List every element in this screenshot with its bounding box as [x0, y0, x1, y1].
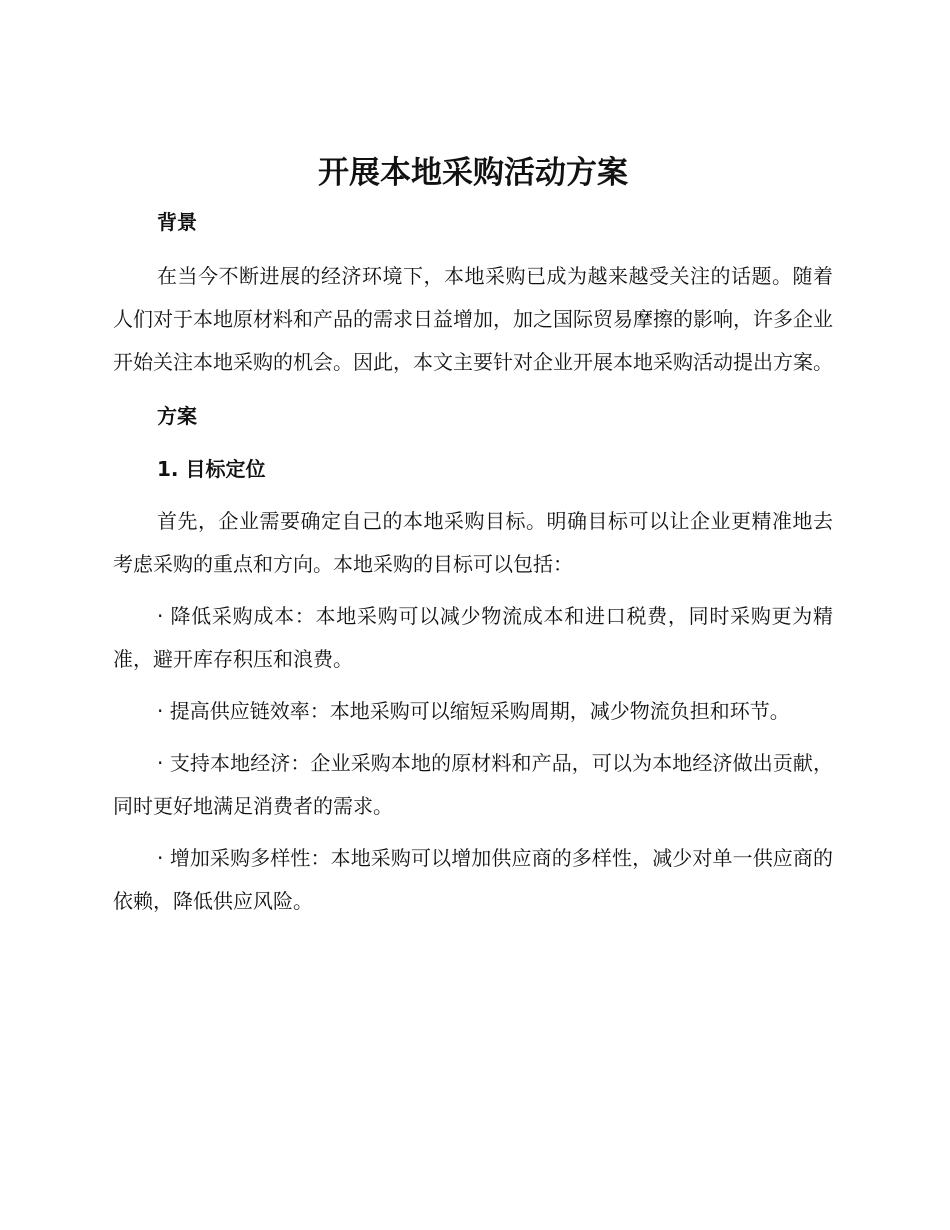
goal-paragraph: 首先，企业需要确定自己的本地采购目标。明确目标可以让企业更精准地去考虑采购的重点和方向。本地采购的目标可以包括： [113, 509, 833, 576]
document-body [113, 148, 833, 923]
bullet-item: · 增加采购多样性：本地采购可以增加供应商的多样性，减少对单一供应商的依赖，降低供应风险。 [113, 846, 833, 913]
section-heading-plan: 方案 [157, 404, 197, 428]
section-heading-background: 背景 [157, 210, 197, 234]
document-title: 开展本地采购活动方案 [318, 155, 628, 191]
bullet-item: · 提高供应链效率：本地采购可以缩短采购周期，减少物流负担和环节。 [157, 699, 790, 723]
bullet-item: · 降低采购成本：本地采购可以减少物流成本和进口税费，同时采购更为精准，避开库存积压和浪费。 [113, 604, 833, 671]
background-paragraph: 在当今不断进展的经济环境下，本地采购已成为越来越受关注的话题。随着人们对于本地原材料和产品的需求日益增加，加之国际贸易摩擦的影响，许多企业开始关注本地采购的机会。因此，本文主要针对企业开展本地采购活动提出方案。 [113, 264, 833, 374]
bullet-item: · 支持本地经济：企业采购本地的原材料和产品，可以为本地经济做出贡献，同时更好地满足消费者的需求。 [113, 751, 833, 818]
subsection-heading-goal: 1. 目标定位 [157, 457, 266, 481]
